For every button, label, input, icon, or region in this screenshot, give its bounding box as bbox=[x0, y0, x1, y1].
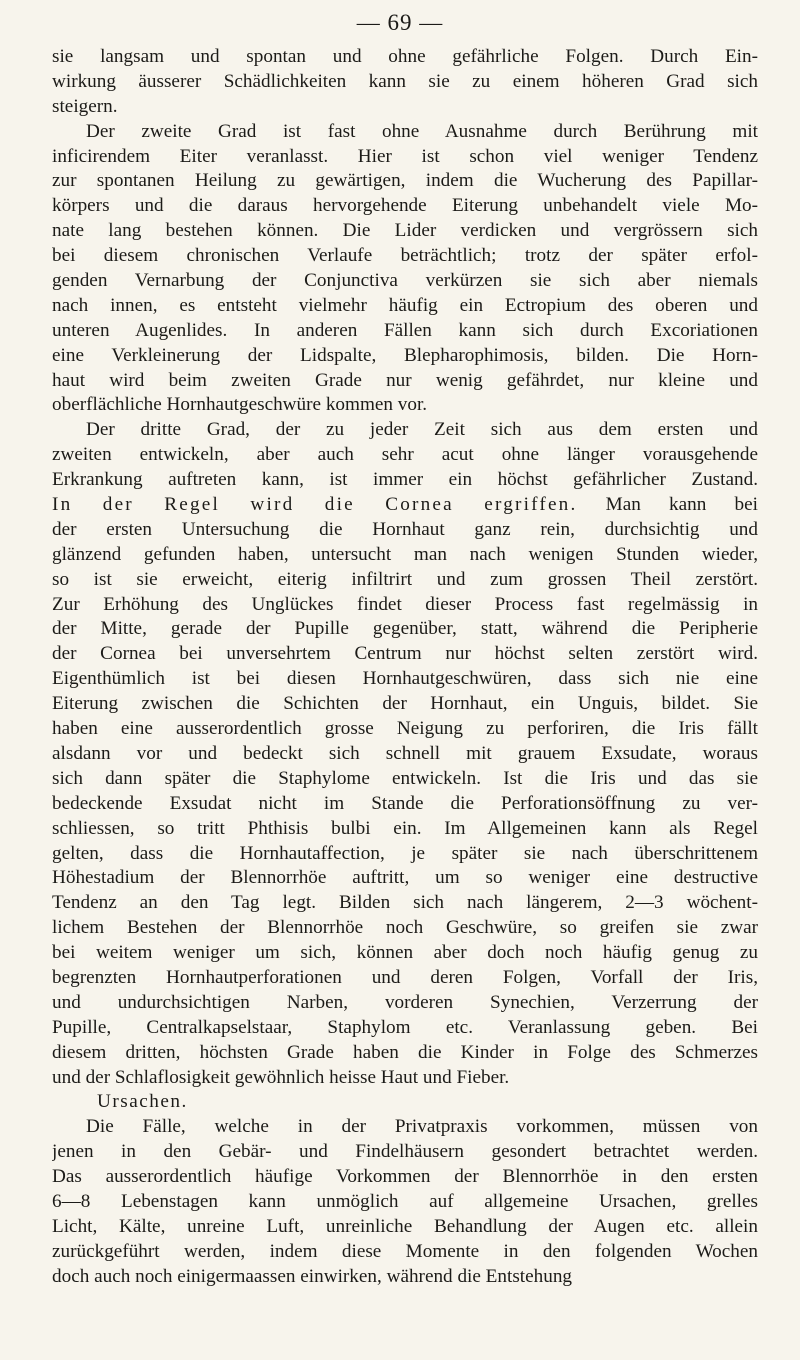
text-line: inficirendem Eiter veranlasst. Hier ist schon viel weniger Tendenz bbox=[52, 145, 758, 167]
text-line: jenen in den Gebär- und Findelhäusern gesondert betrachtet werden. bbox=[52, 1141, 758, 1163]
text-line: haben eine ausserordentlich grosse Neigung zu perforiren, die Iris fällt bbox=[52, 718, 758, 740]
text-line: gelten, dass die Hornhautaffection, je später sie nach überschrittenem bbox=[52, 842, 758, 864]
text-line: oberflächliche Hornhautgeschwüre kommen vor. bbox=[52, 394, 428, 416]
text-line: glänzend gefunden haben, untersucht man nach wenigen Stunden wieder, bbox=[52, 543, 758, 565]
page-number: — 69 — bbox=[356, 10, 444, 35]
text-line: sich dann später die Staphylome entwickeln. Ist die Iris und das sie bbox=[52, 767, 758, 789]
text-line: unteren Augenlides. In anderen Fällen kann sich durch Excoriationen bbox=[52, 319, 758, 341]
text-line: bedeckende Exsudat nicht im Stande die Perforationsöffnung zu ver- bbox=[52, 792, 758, 814]
text-line: der Mitte, gerade der Pupille gegenüber, statt, während die Peripherie bbox=[52, 618, 758, 640]
text-line: nate lang bestehen können. Die Lider verdicken und vergrössern sich bbox=[52, 220, 758, 242]
text-line: steigern. bbox=[52, 95, 118, 117]
text-line: Pupille, Centralkapselstaar, Staphylom etc. Veranlassung geben. Bei bbox=[52, 1016, 758, 1038]
text-line: Tendenz an den Tag legt. Bilden sich nach längerem, 2—3 wöchent- bbox=[52, 892, 758, 914]
text-line: Die Fälle, welche in der Privatpraxis vorkommen, müssen von bbox=[86, 1116, 758, 1138]
text-line: In der Regel wird die Cornea ergriffen. Man kann bei bbox=[52, 494, 758, 516]
text-line: zur spontanen Heilung zu gewärtigen, indem die Wucherung des Papillar- bbox=[52, 170, 758, 192]
text-line: der ersten Untersuchung die Hornhaut ganz rein, durchsichtig und bbox=[52, 518, 758, 540]
text-line: Eiterung zwischen die Schichten der Hornhaut, ein Unguis, bildet. Sie bbox=[52, 693, 758, 715]
text-line: bei diesem chronischen Verlaufe beträchtlich; trotz der später erfol- bbox=[52, 245, 758, 267]
text-line: körpers und die daraus hervorgehende Eiterung unbehandelt viele Mo- bbox=[52, 195, 758, 217]
text-line: und undurchsichtigen Narben, vorderen Synechien, Verzerrung der bbox=[52, 991, 758, 1013]
text-line: sie langsam und spontan und ohne gefährliche Folgen. Durch Ein- bbox=[52, 46, 758, 67]
text-line: wirkung äusserer Schädlichkeiten kann sie zu einem höheren Grad sich bbox=[52, 70, 758, 92]
page-body-text bbox=[52, 45, 758, 1290]
text-line: Der dritte Grad, der zu jeder Zeit sich aus dem ersten und bbox=[86, 419, 758, 441]
text-line: so ist sie erweicht, eiterig infiltrirt und zum grossen Theil zerstört. bbox=[52, 568, 758, 590]
text-line: 6—8 Lebenstagen kann unmöglich auf allgemeine Ursachen, grelles bbox=[52, 1190, 758, 1212]
text-line: bei weitem weniger um sich, können aber doch noch häufig genug zu bbox=[52, 942, 758, 964]
text-line: nach innen, es entsteht vielmehr häufig ein Ectropium des oberen und bbox=[52, 294, 758, 316]
text-line: lichem Bestehen der Blennorrhöe noch Geschwüre, so greifen sie zwar bbox=[52, 917, 758, 939]
text-line: begrenzten Hornhautperforationen und deren Folgen, Vorfall der Iris, bbox=[52, 966, 758, 988]
text-line: zweiten entwickeln, aber auch sehr acut ohne länger vorausgehende bbox=[52, 444, 758, 466]
text-line: Erkrankung auftreten kann, ist immer ein höchst gefährlicher Zustand. bbox=[52, 469, 758, 491]
text-line: haut wird beim zweiten Grade nur wenig gefährdet, nur kleine und bbox=[52, 369, 758, 391]
text-line: Der zweite Grad ist fast ohne Ausnahme durch Berührung mit bbox=[86, 120, 758, 142]
text-line: Das ausserordentlich häufige Vorkommen der Blennorrhöe in den ersten bbox=[52, 1166, 758, 1188]
text-line: und der Schlaflosigkeit gewöhnlich heisse Haut und Fieber. bbox=[52, 1066, 510, 1088]
text-line: eine Verkleinerung der Lidspalte, Blepharophimosis, bilden. Die Horn- bbox=[52, 344, 758, 366]
text-line: zurückgeführt werden, indem diese Momente in den folgenden Wochen bbox=[52, 1240, 758, 1262]
text-line: Licht, Kälte, unreine Luft, unreinliche Behandlung der Augen etc. allein bbox=[52, 1215, 758, 1237]
text-line: doch auch noch einigermaassen einwirken, während die Entstehung bbox=[52, 1265, 573, 1287]
text-line: Höhestadium der Blennorrhöe auftritt, um so weniger eine destructive bbox=[52, 867, 758, 889]
text-line: der Cornea bei unversehrtem Centrum nur höchst selten zerstört wird. bbox=[52, 643, 758, 665]
text-line: schliessen, so tritt Phthisis bulbi ein. Im Allgemeinen kann als Regel bbox=[52, 817, 758, 839]
section-heading: Ursachen. bbox=[97, 1091, 188, 1113]
text-line: diesem dritten, höchsten Grade haben die Kinder in Folge des Schmerzes bbox=[52, 1041, 758, 1063]
text-line: genden Vernarbung der Conjunctiva verkürzen sie sich aber niemals bbox=[52, 270, 758, 292]
text-line: alsdann vor und bedeckt sich schnell mit grauem Exsudate, woraus bbox=[52, 742, 758, 764]
text-line: Eigenthümlich ist bei diesen Hornhautgeschwüren, dass sich nie eine bbox=[52, 668, 758, 690]
text-line: Zur Erhöhung des Unglückes findet dieser Process fast regelmässig in bbox=[52, 593, 758, 615]
